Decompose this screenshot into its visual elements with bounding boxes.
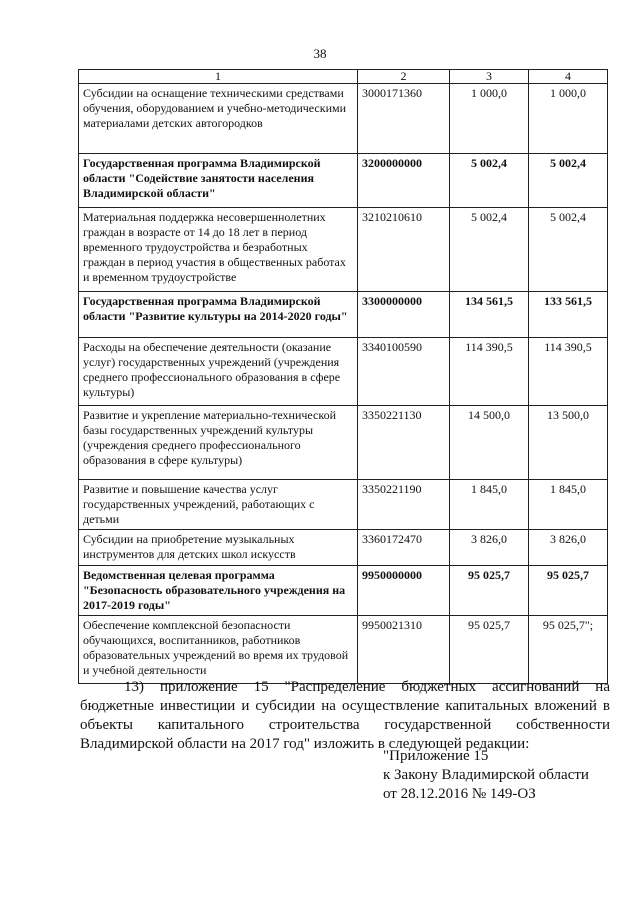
row-code: 3210210610 (358, 208, 450, 292)
row-value-2017: 95 025,7 (450, 566, 529, 616)
row-code: 9950000000 (358, 566, 450, 616)
row-value-approved: 114 390,5 (529, 338, 608, 406)
table-row (79, 530, 608, 566)
table-row (79, 338, 608, 406)
table-row (79, 292, 608, 338)
row-code: 3340100590 (358, 338, 450, 406)
row-code: 3300000000 (358, 292, 450, 338)
appendix-law: к Закону Владимирской области (383, 767, 589, 783)
table-row (79, 84, 608, 154)
row-value-2017: 5 002,4 (450, 208, 529, 292)
row-value-approved: 95 025,7 (529, 566, 608, 616)
table-row (79, 208, 608, 292)
row-name: Развитие и укрепление материально-технической базы государственных учреждений культуры (учреждения среднего профессионального образования в сфере культуры) (79, 406, 358, 480)
row-code: 3360172470 (358, 530, 450, 566)
row-name: Государственная программа Владимирской области "Развитие культуры на 2014-2020 годы" (79, 292, 358, 338)
column-header-2: 2 (358, 70, 450, 84)
table-row (79, 154, 608, 208)
row-value-approved: 5 002,4 (529, 154, 608, 208)
table-row (79, 566, 608, 616)
row-value-2017: 1 845,0 (450, 480, 529, 530)
row-name: Расходы на обеспечение деятельности (оказание услуг) государственных учреждений (учреждения среднего профессионального образования в сфере культуры) (79, 338, 358, 406)
row-value-approved: 5 002,4 (529, 208, 608, 292)
row-value-2017: 3 826,0 (450, 530, 529, 566)
row-value-2017: 114 390,5 (450, 338, 529, 406)
row-name: Ведомственная целевая программа "Безопасность образовательного учреждения на 2017-2019 годы" (79, 566, 358, 616)
row-value-approved: 13 500,0 (529, 406, 608, 480)
row-value-approved: 95 025,7"; (529, 616, 608, 684)
column-header-1: 1 (79, 70, 358, 84)
row-code: 3350221190 (358, 480, 450, 530)
row-value-2017: 1 000,0 (450, 84, 529, 154)
appendix-title: "Приложение 15 (383, 748, 489, 764)
row-value-2017: 134 561,5 (450, 292, 529, 338)
row-name: Субсидии на оснащение техническими средствами обучения, оборудованием и учебно-методическими материалами детских автогородков (79, 84, 358, 154)
table-row (79, 616, 608, 684)
row-code: 3000171360 (358, 84, 450, 154)
row-value-approved: 133 561,5 (529, 292, 608, 338)
row-value-2017: 95 025,7 (450, 616, 529, 684)
table-row (79, 406, 608, 480)
row-code: 3350221130 (358, 406, 450, 480)
page-number: 38 (313, 46, 327, 61)
table-header-row (79, 70, 608, 84)
row-name: Обеспечение комплексной безопасности обучающихся, воспитанников, работников образовательных учреждений во время их трудовой и учебной деятельности (79, 616, 358, 684)
row-value-2017: 5 002,4 (450, 154, 529, 208)
budget-table (78, 69, 608, 684)
row-code: 9950021310 (358, 616, 450, 684)
row-name: Субсидии на приобретение музыкальных инструментов для детских школ искусств (79, 530, 358, 566)
row-name: Развитие и повышение качества услуг государственных учреждений, работающих с детьми (79, 480, 358, 530)
table-row (79, 480, 608, 530)
appendix-date: от 28.12.2016 № 149-ОЗ (383, 786, 536, 802)
column-header-3: 3 (450, 70, 529, 84)
column-header-4: 4 (529, 70, 608, 84)
row-value-approved: 3 826,0 (529, 530, 608, 566)
row-value-2017: 14 500,0 (450, 406, 529, 480)
row-value-approved: 1 000,0 (529, 84, 608, 154)
appendix-reference (383, 747, 623, 804)
row-name: Материальная поддержка несовершеннолетних граждан в возрасте от 14 до 18 лет в период временного трудоустройства и безработных граждан в период участия в общественных работах и временном трудоустройстве (79, 208, 358, 292)
row-value-approved: 1 845,0 (529, 480, 608, 530)
row-name: Государственная программа Владимирской области "Содействие занятости населения Владимирской области" (79, 154, 358, 208)
paragraph-13: 13) приложение 15 "Распределение бюджетных ассигнований на бюджетные инвестиции и субсидии на осуществление капитальных вложений в объекты капитального строительства государственной собственности Владимирской области на 2017 год" изложить в следующей редакции: (80, 679, 610, 752)
row-code: 3200000000 (358, 154, 450, 208)
